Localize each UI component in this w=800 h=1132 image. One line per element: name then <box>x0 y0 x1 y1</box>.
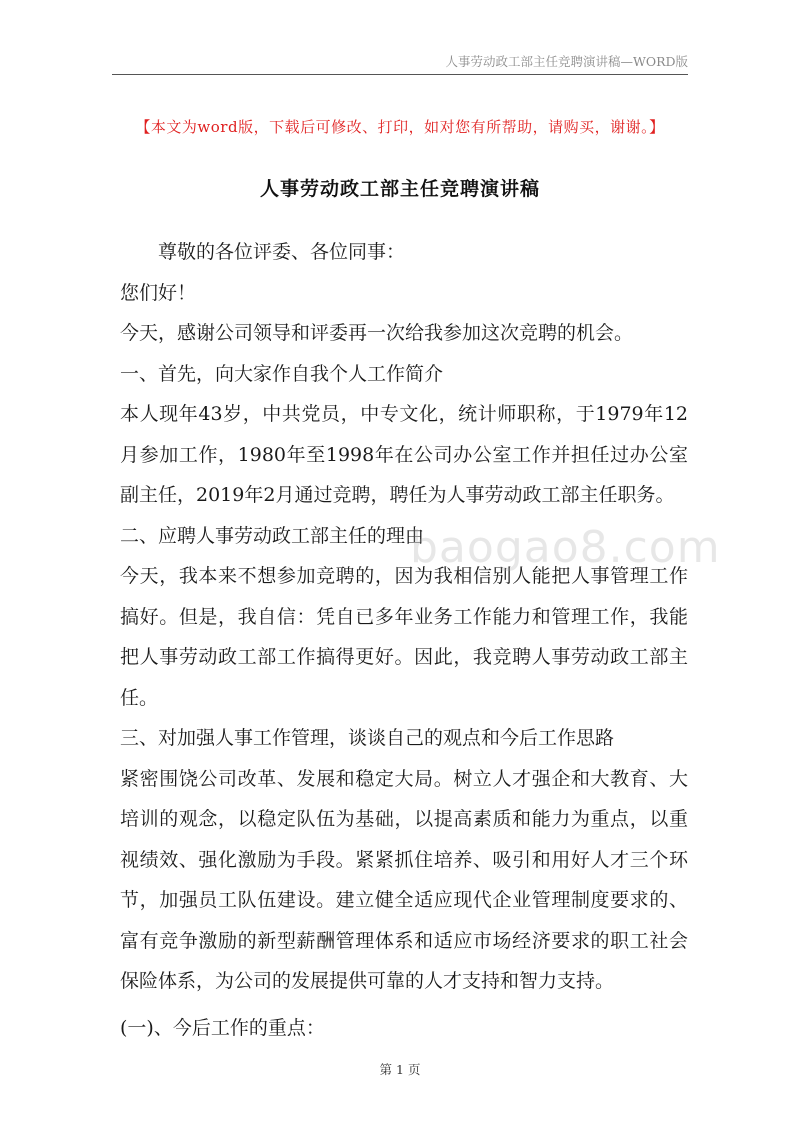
section-heading-2: 二、应聘人事劳动政工部主任的理由 <box>120 524 425 547</box>
watermark: baogao8.com <box>410 522 721 573</box>
paragraph-reason: 今天，我本来不想参加竞聘的，因为我相信别人能把人事管理工作搞好。但是，我自信：凭自已多年业务工作能力和管理工作，我能把人事劳动政工部工作搞得更好。因此，我竞聘人事劳动政工部主任。 <box>120 565 688 709</box>
running-header <box>112 50 688 75</box>
running-header-title: 人事劳动政工部主任竞聘演讲稿—WORD版 <box>445 54 688 69</box>
page-number: 第 1 页 <box>379 1062 421 1077</box>
greeting: 您们好！ <box>120 281 197 304</box>
section-heading-1: 一、首先，向大家作自我个人工作简介 <box>120 362 444 385</box>
paragraph-plan: 紧密围饶公司改革、发展和稳定大局。树立人才强企和大教育、大培训的观念，以稳定队伍为基础，以提高素质和能力为重点，以重视绩效、强化激励为手段。紧紧抓住培养、吸引和用好人才三个环节，加强员工队伍建设。建立健全适应现代企业管理制度要求的、富有竞争激励的新型薪酬管理体系和适应市场经济要求的职工社会保险体系，为公司的发展提供可靠的人才支持和智力支持。 <box>120 767 688 992</box>
document-title: 人事劳动政工部主任竞聘演讲稿 <box>259 178 540 200</box>
salutation: 尊敬的各位评委、各位同事： <box>158 241 406 263</box>
paragraph-thanks: 今天，感谢公司领导和评委再一次给我参加这次竞聘的机会。 <box>120 322 634 344</box>
document-body <box>120 232 688 1048</box>
purchase-notice: 【本文为word版，下载后可修改、打印，如对您有所帮助，请购买，谢谢。】 <box>135 118 665 136</box>
subsection-heading-1: (一)、今后工作的重点： <box>120 1016 325 1039</box>
paragraph-intro: 本人现年43岁，中共党员，中专文化，统计师职称，于1979年12月参加工作，1980年至1998年在公司办公室工作并担任过办公室副主任，2019年2月通过竞聘，聘任为人事劳动政工部主任职务。 <box>120 403 688 506</box>
section-heading-3: 三、对加强人事工作管理，谈谈自己的观点和今后工作思路 <box>120 727 615 749</box>
